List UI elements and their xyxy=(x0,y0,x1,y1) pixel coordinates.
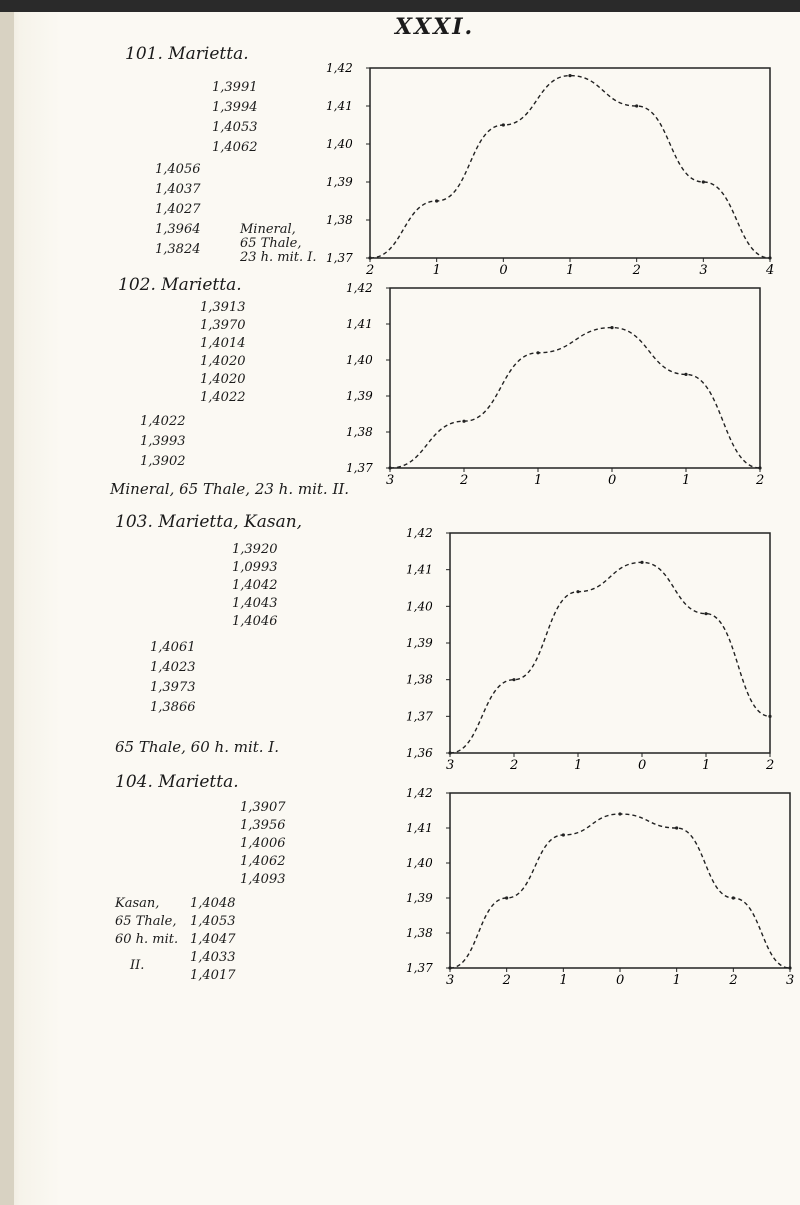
x-tick-label: 3 xyxy=(699,263,708,278)
x-tick-label: 3 xyxy=(786,973,795,988)
x-tick-label: 2 xyxy=(366,263,375,278)
x-tick-label: 0 xyxy=(616,973,625,988)
x-tick-label: 1 xyxy=(574,758,583,773)
entry-103-note: 65 Thale, 60 h. mit. I. xyxy=(115,738,280,756)
row-label: 1,40 xyxy=(406,856,433,870)
row-label: 1,39 xyxy=(406,891,433,905)
entry-101-chart-frame xyxy=(370,68,770,258)
entry-101-note-3: 23 h. mit. I. xyxy=(240,250,317,265)
data-point xyxy=(435,199,438,202)
entry-101-value-1: 1,3991 xyxy=(212,80,258,95)
x-tick-label: 4 xyxy=(766,263,775,278)
entry-102-lower-1: 1,4022 xyxy=(140,414,186,429)
row-label: 1,40 xyxy=(346,353,373,367)
entry-104-note-1: Kasan, xyxy=(115,896,160,911)
entry-102-title: 102. Marietta. xyxy=(118,275,242,295)
data-point xyxy=(536,351,539,354)
row-label: 1,42 xyxy=(346,281,373,295)
x-tick-label: 2 xyxy=(756,473,765,488)
x-tick-label: 0 xyxy=(638,758,647,773)
entry-104-value-3: 1,4006 xyxy=(240,836,286,851)
row-label: 1,39 xyxy=(406,636,433,650)
entry-103-value-4: 1,4043 xyxy=(232,596,278,611)
entry-102-value-5: 1,4020 xyxy=(200,372,246,387)
data-point xyxy=(462,420,465,423)
row-label: 1,41 xyxy=(346,317,373,331)
data-point xyxy=(448,751,451,754)
entry-103-value-2: 1,0993 xyxy=(232,560,278,575)
entry-103-lower-1: 1,4061 xyxy=(150,640,196,655)
x-tick-label: 2 xyxy=(510,758,519,773)
data-point xyxy=(448,966,451,969)
data-point xyxy=(684,373,687,376)
row-label: 1,41 xyxy=(406,562,433,577)
entry-101-title: 101. Marietta. xyxy=(125,44,249,64)
data-point xyxy=(512,678,515,681)
entry-101-lower-3: 1,4027 xyxy=(155,202,201,217)
x-tick-label: 1 xyxy=(566,263,575,278)
data-point xyxy=(768,256,771,259)
row-label: 1,40 xyxy=(326,137,353,151)
entry-104-value-1: 1,3907 xyxy=(240,800,286,815)
entry-104-chart-frame xyxy=(450,793,790,968)
entry-103-lower-3: 1,3973 xyxy=(150,680,196,695)
entry-101-note-1: Mineral, xyxy=(240,222,296,237)
data-point xyxy=(368,256,371,259)
row-label: 1,38 xyxy=(346,425,373,439)
data-point xyxy=(505,896,508,899)
row-label: 1,41 xyxy=(406,821,433,835)
series-line xyxy=(450,814,790,968)
data-point xyxy=(788,966,791,969)
x-tick-label: 0 xyxy=(499,263,508,278)
x-tick-label: 0 xyxy=(608,473,617,488)
entry-104-value-2: 1,3956 xyxy=(240,818,286,833)
row-label: 1,38 xyxy=(406,926,433,940)
data-point xyxy=(562,833,565,836)
row-label: 1,38 xyxy=(406,672,433,687)
data-point xyxy=(675,826,678,829)
data-point xyxy=(610,326,613,329)
x-tick-label: 2 xyxy=(502,973,511,988)
x-tick-label: 2 xyxy=(729,973,738,988)
series-line xyxy=(450,562,770,753)
x-tick-label: 3 xyxy=(446,973,455,988)
data-point xyxy=(758,466,761,469)
entry-103-value-3: 1,4042 xyxy=(232,578,278,593)
series-line xyxy=(370,76,770,258)
entry-104-roman: II. xyxy=(130,958,145,973)
row-label: 1,40 xyxy=(406,599,433,614)
x-tick-label: 1 xyxy=(702,758,711,773)
entry-102-value-1: 1,3913 xyxy=(200,300,246,315)
entry-104-title: 104. Marietta. xyxy=(115,772,239,792)
entry-103-chart-frame xyxy=(450,533,770,753)
x-tick-label: 2 xyxy=(460,473,469,488)
entry-102-chart-frame xyxy=(390,288,760,468)
entry-104-chart xyxy=(370,785,795,988)
row-label: 1,39 xyxy=(326,175,353,189)
entry-103-lower-4: 1,3866 xyxy=(150,700,196,715)
row-label: 1,42 xyxy=(326,61,353,75)
top-strip xyxy=(0,0,800,12)
x-tick-label: 2 xyxy=(766,758,775,773)
data-point xyxy=(502,123,505,126)
entry-101-chart xyxy=(300,60,780,278)
entry-104-lower-2: 1,4053 xyxy=(190,914,236,929)
data-point xyxy=(732,896,735,899)
row-label: 1,37 xyxy=(346,461,373,475)
entry-101-lower-1: 1,4056 xyxy=(155,162,201,177)
entry-104-value-4: 1,4062 xyxy=(240,854,286,869)
data-point xyxy=(576,590,579,593)
entry-104-lower-5: 1,4017 xyxy=(190,968,236,983)
row-label: 1,37 xyxy=(326,251,353,265)
entry-102-lower-3: 1,3902 xyxy=(140,454,186,469)
entry-101-value-4: 1,4062 xyxy=(212,140,258,155)
series-line xyxy=(390,328,760,468)
entry-102-lower-2: 1,3993 xyxy=(140,434,186,449)
entry-102-note: Mineral, 65 Thale, 23 h. mit. II. xyxy=(110,480,350,498)
entry-101-value-3: 1,4053 xyxy=(212,120,258,135)
data-point xyxy=(640,561,643,564)
row-label: 1,42 xyxy=(406,526,433,540)
entry-103-value-5: 1,4046 xyxy=(232,614,278,629)
entry-103-lower-2: 1,4023 xyxy=(150,660,196,675)
row-label: 1,37 xyxy=(406,961,433,975)
entry-104-note-3: 60 h. mit. xyxy=(115,932,179,947)
entry-101-lower-5: 1,3824 xyxy=(155,242,201,257)
entry-101-lower-4: 1,3964 xyxy=(155,222,201,237)
row-label: 1,38 xyxy=(326,213,353,227)
row-label: 1,39 xyxy=(346,389,373,403)
x-tick-label: 1 xyxy=(559,973,568,988)
entry-102-value-4: 1,4020 xyxy=(200,354,246,369)
x-tick-label: 1 xyxy=(432,263,441,278)
row-label: 1,42 xyxy=(406,786,433,800)
data-point xyxy=(702,180,705,183)
entry-104-value-5: 1,4093 xyxy=(240,872,286,887)
x-tick-label: 1 xyxy=(682,473,691,488)
entry-101-lower-2: 1,4037 xyxy=(155,182,201,197)
data-point xyxy=(768,715,771,718)
entry-104-lower-1: 1,4048 xyxy=(190,896,236,911)
entry-104-lower-4: 1,4033 xyxy=(190,950,236,965)
row-label: 1,37 xyxy=(406,709,433,724)
data-point xyxy=(388,466,391,469)
entry-104-note-2: 65 Thale, xyxy=(115,914,177,929)
entry-101-value-2: 1,3994 xyxy=(212,100,258,115)
data-point xyxy=(618,812,621,815)
entry-103-title: 103. Marietta, Kasan, xyxy=(115,512,303,532)
data-point xyxy=(568,74,571,77)
row-label: 1,41 xyxy=(326,99,353,113)
entry-103-chart xyxy=(370,525,790,773)
entry-102-value-3: 1,4014 xyxy=(200,336,246,351)
entry-101-note-2: 65 Thale, xyxy=(240,236,302,251)
page-number: XXXI. xyxy=(395,14,475,40)
x-tick-label: 2 xyxy=(632,263,641,278)
entry-104-lower-3: 1,4047 xyxy=(190,932,236,947)
entry-102-value-2: 1,3970 xyxy=(200,318,246,333)
entry-103-value-1: 1,3920 xyxy=(232,542,278,557)
binding-edge xyxy=(0,0,14,1205)
x-tick-label: 3 xyxy=(446,758,455,773)
row-label: 1,36 xyxy=(406,746,433,760)
data-point xyxy=(635,104,638,107)
x-tick-label: 1 xyxy=(672,973,681,988)
x-tick-label: 3 xyxy=(386,473,395,488)
x-tick-label: 1 xyxy=(534,473,543,488)
data-point xyxy=(704,612,707,615)
entry-102-chart xyxy=(300,280,780,490)
entry-102-value-6: 1,4022 xyxy=(200,390,246,405)
